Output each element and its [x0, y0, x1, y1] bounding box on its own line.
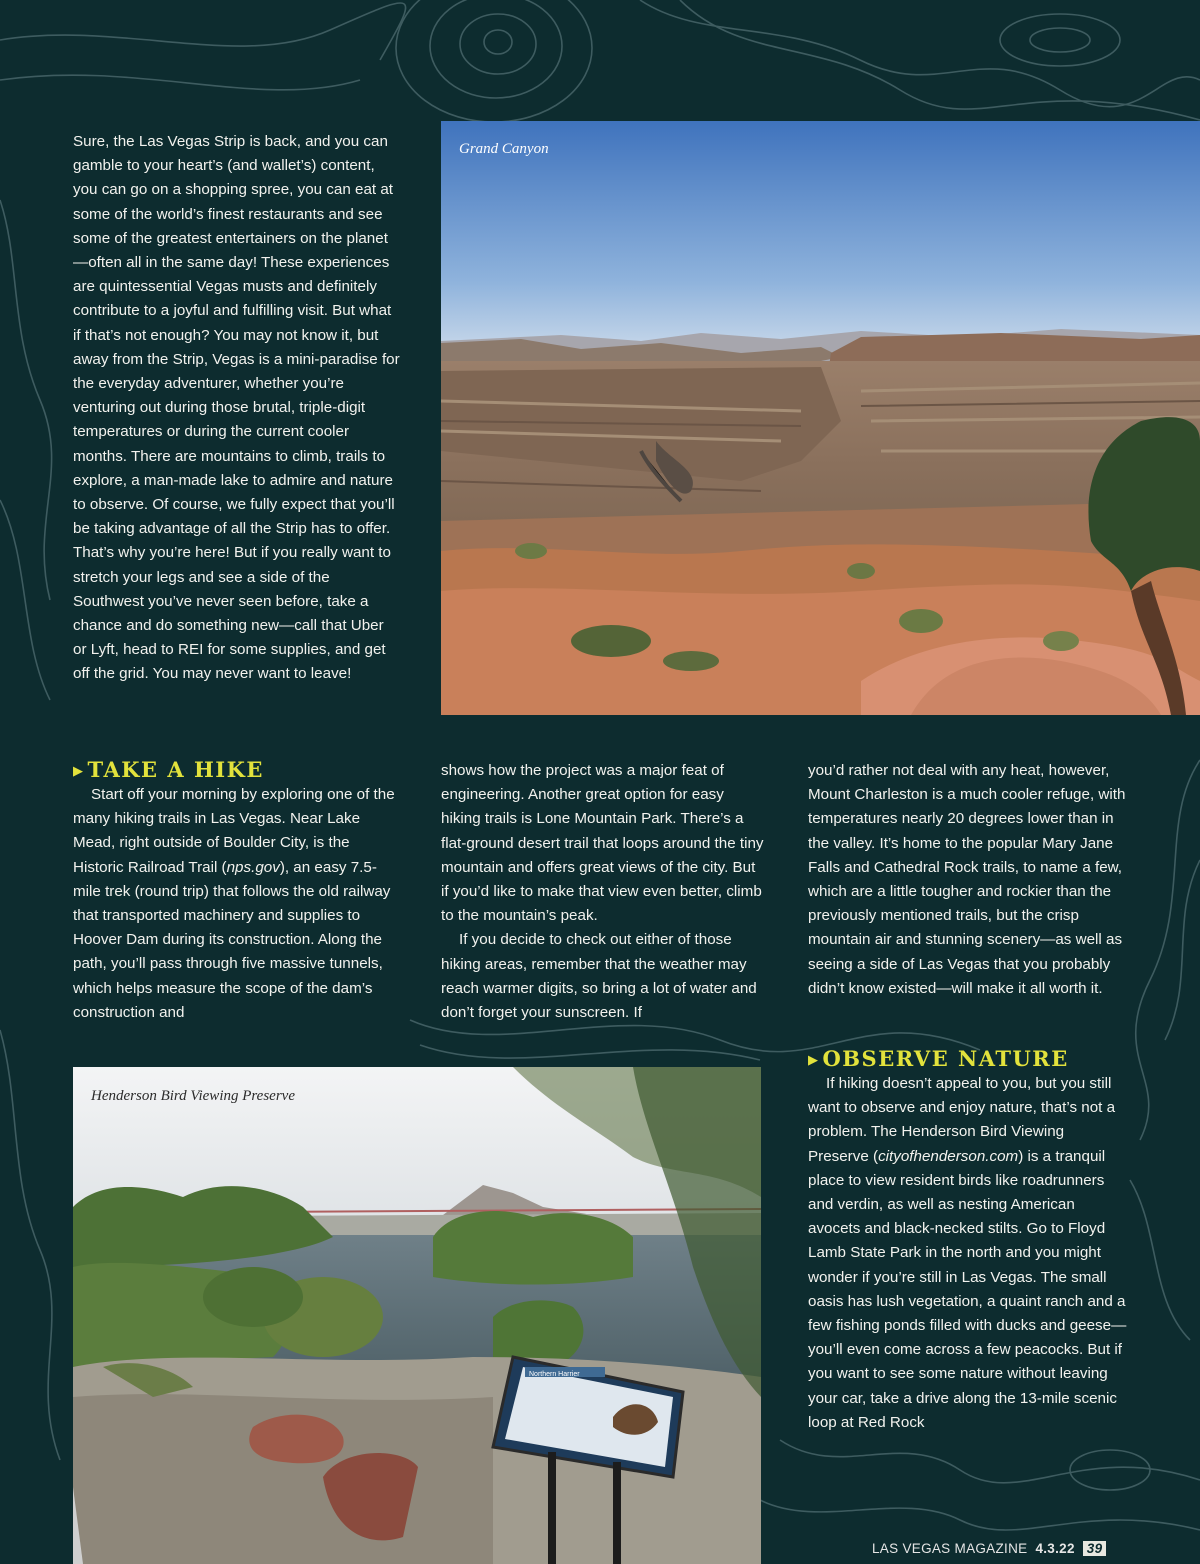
take-a-hike-heading	[73, 757, 401, 783]
grand-canyon-photo	[441, 121, 1200, 715]
nps-link[interactable]: nps.gov	[226, 858, 280, 876]
nature-p1-end: ) is a tranquil place to view resident birds like roadrunners and verdin, as well as nesting American avocets and black-necked stilts. Go to Floyd Lamb State Park in the north and you might wonder if you’re still in Las Vegas. The small oasis has lush vegetation, a quaint ranch and a few fishing ponds filled with ducks and geese—you’ll even come across a few peacocks. But if you want to see some nature without leaving your car, take a drive along the 13-mile scenic loop at Red Rock	[808, 1147, 1127, 1431]
nature-p1-text: If hiking doesn’t appeal to you, but you still want to observe and enjoy nature, that’s not a problem. The Henderson Bird Viewing Preserve (	[808, 1075, 1116, 1165]
hike-p1-text: Start off your morning by exploring one of the many hiking trails in Las Vegas. Near Lake Mead, right outside of Boulder City, is the Historic Railroad Trail (	[73, 786, 395, 876]
sign-title: Northern Harrier	[529, 1371, 580, 1378]
triangle-bullet-icon: ▶	[808, 1053, 820, 1068]
henderson-preserve-photo	[73, 1067, 761, 1564]
observe-nature-title: OBSERVE NATURE	[822, 1046, 1069, 1071]
hike-paragraph-4: you’d rather not deal with any heat, however, Mount Charleston is a much cooler refuge, with temperatures nearly 20 degrees lower than in the valley. It’s home to the popular Mary Jane Falls and Cathedral Rock trails, to name a few, which are a little tougher and rockier than the previously mentioned trails, but the crisp mountain air and stunning scenery—as well as seeing a side of Las Vegas that you probably didn’t know existed—will make it all worth it.	[808, 762, 1126, 997]
triangle-bullet-icon: ▶	[73, 764, 85, 779]
observe-nature-heading	[808, 1046, 1128, 1072]
magazine-name: LAS VEGAS MAGAZINE	[872, 1541, 1028, 1556]
hike-paragraph-2: shows how the project was a major feat of engineering. Another great option for easy hiking trails is Lone Mountain Park. There’s a flat-ground desert trail that loops around the tiny mountain and offers great views of the city. But if you’d like to make that view even better, climb to the mountain’s peak.	[441, 762, 764, 925]
page-footer	[872, 1541, 1106, 1556]
intro-column	[73, 130, 401, 687]
nature-paragraph	[808, 1072, 1128, 1435]
nature-column	[808, 1046, 1128, 1435]
cityofhenderson-link[interactable]: cityofhenderson.com	[878, 1147, 1019, 1165]
hike-column-3	[808, 759, 1126, 1001]
henderson-caption: Henderson Bird Viewing Preserve	[91, 1088, 295, 1104]
grand-canyon-caption: Grand Canyon	[459, 141, 549, 157]
hike-paragraph-1	[73, 783, 401, 1025]
hike-paragraph-3: If you decide to check out either of those hiking areas, remember that the weather may reach warmer digits, so bring a lot of water and don’t forget your sunscreen. If	[441, 931, 757, 1022]
issue-date: 4.3.22	[1035, 1541, 1075, 1556]
hike-column-2	[441, 759, 767, 1025]
hike-column-1	[73, 757, 401, 1025]
hike-p1-end: ), an easy 7.5-mile trek (round trip) that follows the old railway that transported machinery and supplies to Hoover Dam during its construction. Along the path, you’ll pass through five massive tunnels, which helps measure the scope of the dam’s construction and	[73, 858, 391, 1021]
page-number: 39	[1083, 1541, 1107, 1556]
take-a-hike-title: TAKE A HIKE	[87, 757, 264, 782]
intro-paragraph: Sure, the Las Vegas Strip is back, and you can gamble to your heart’s (and wallet’s) content, you can go on a shopping spree, you can eat at some of the world’s finest restaurants and see some of the greatest entertainers on the planet—often all in the same day! These experiences are quintessential Vegas musts and definitely contribute to a joyful and fulfilling visit. But what if that’s not enough? You may not know it, but away from the Strip, Vegas is a mini-paradise for the everyday adventurer, whether you’re venturing out during those brutal, triple-digit temperatures or during the current cooler months. There are mountains to climb, trails to explore, a man-made lake to admire and nature to observe. Of course, we fully expect that you’ll be taking advantage of all the Strip has to offer. That’s why you’re here! But if you really want to stretch your legs and see a side of the Southwest you’ve never seen before, take a chance and do something new—call that Uber or Lyft, head to REI for some supplies, and get off the grid. You may never want to leave!	[73, 133, 400, 683]
